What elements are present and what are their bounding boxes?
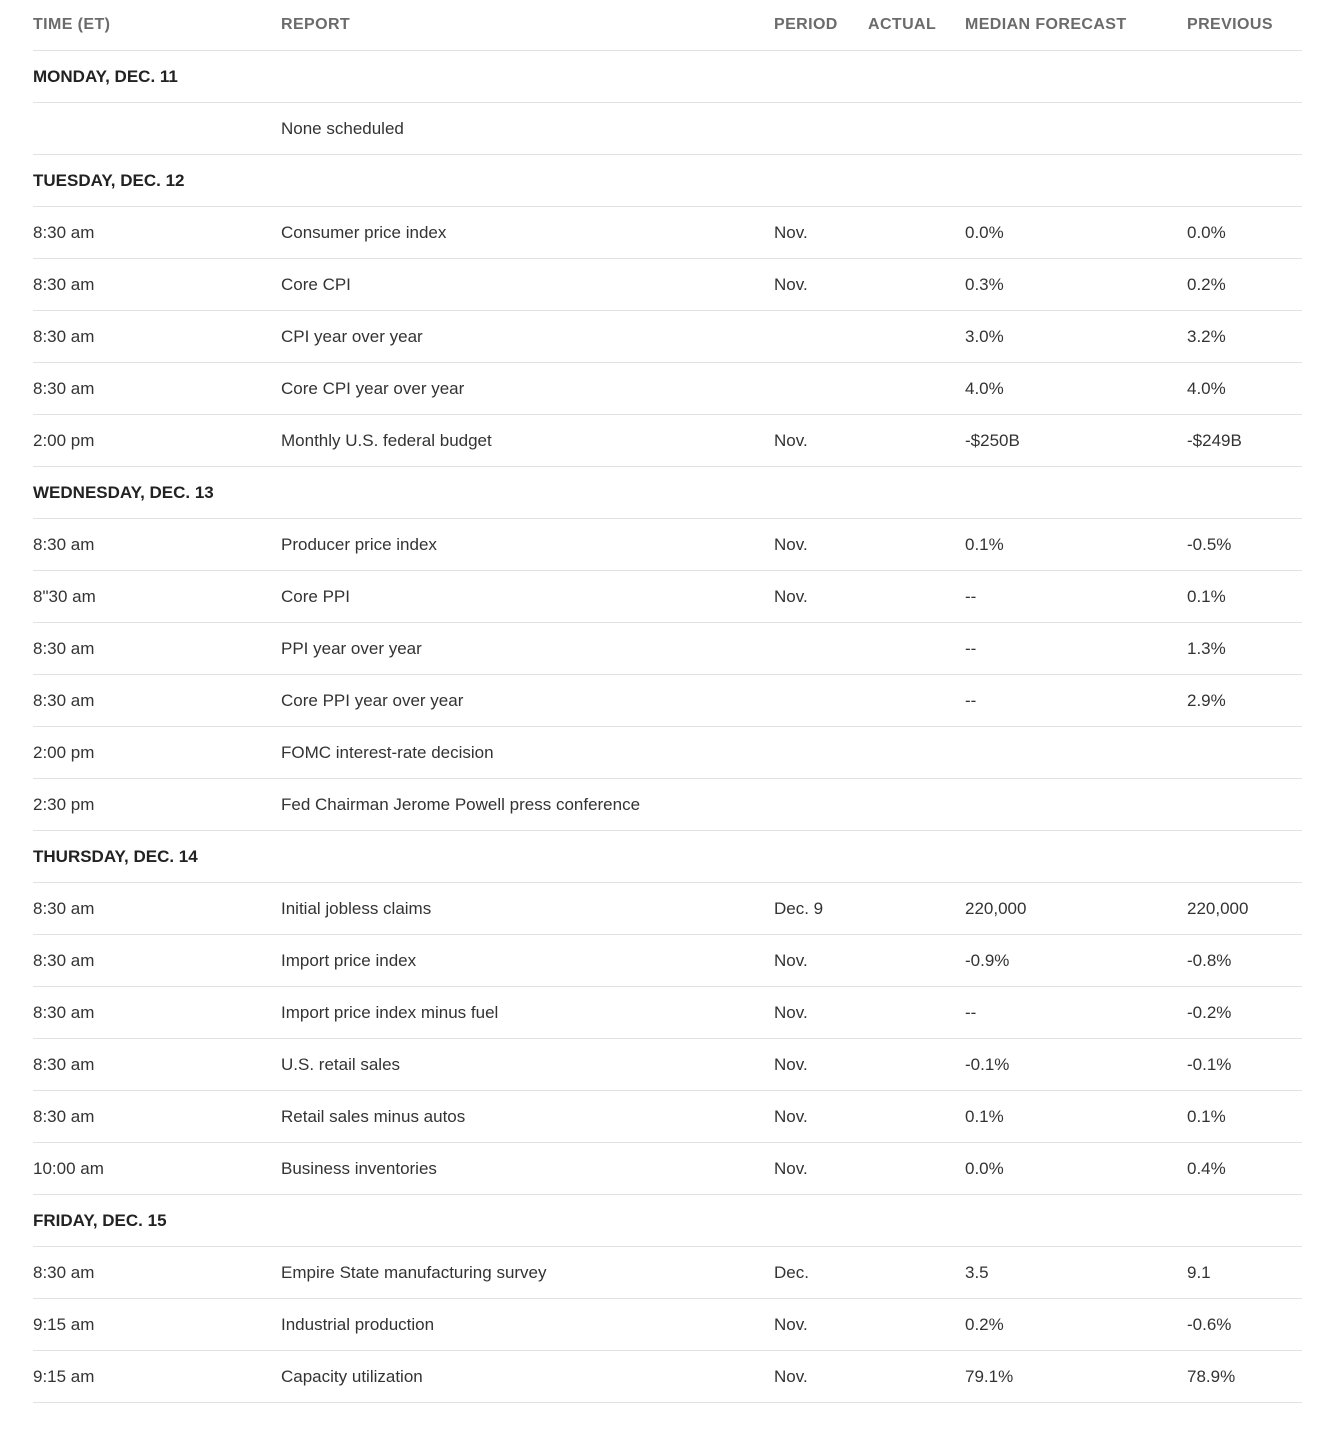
- report-cell: Retail sales minus autos: [281, 1091, 774, 1143]
- previous-cell: 0.4%: [1187, 1143, 1302, 1195]
- table-row: [33, 259, 1302, 311]
- report-cell: Core PPI: [281, 571, 774, 623]
- table-row: [33, 883, 1302, 935]
- time-cell: 8:30 am: [33, 311, 281, 363]
- actual-cell: [868, 727, 965, 779]
- table-row: [33, 1351, 1302, 1403]
- table-row: [33, 1299, 1302, 1351]
- median-forecast-cell: [965, 103, 1187, 155]
- table-row: [33, 675, 1302, 727]
- previous-cell: 0.1%: [1187, 1091, 1302, 1143]
- previous-cell: 0.0%: [1187, 207, 1302, 259]
- period-cell: Nov.: [774, 1039, 868, 1091]
- column-header-time: TIME (ET): [33, 0, 281, 51]
- period-cell: [774, 363, 868, 415]
- median-forecast-cell: [965, 779, 1187, 831]
- table-row: [33, 1039, 1302, 1091]
- actual-cell: [868, 1351, 965, 1403]
- report-cell: Producer price index: [281, 519, 774, 571]
- table-row: [33, 623, 1302, 675]
- actual-cell: [868, 103, 965, 155]
- actual-cell: [868, 935, 965, 987]
- actual-cell: [868, 571, 965, 623]
- previous-cell: -0.2%: [1187, 987, 1302, 1039]
- day-label: WEDNESDAY, DEC. 13: [33, 467, 1302, 519]
- period-cell: Nov.: [774, 571, 868, 623]
- actual-cell: [868, 1299, 965, 1351]
- time-cell: 2:00 pm: [33, 415, 281, 467]
- median-forecast-cell: [965, 727, 1187, 779]
- period-cell: Nov.: [774, 519, 868, 571]
- period-cell: [774, 311, 868, 363]
- report-cell: Monthly U.S. federal budget: [281, 415, 774, 467]
- report-cell: Import price index minus fuel: [281, 987, 774, 1039]
- median-forecast-cell: 0.0%: [965, 207, 1187, 259]
- median-forecast-cell: 0.2%: [965, 1299, 1187, 1351]
- period-cell: [774, 779, 868, 831]
- median-forecast-cell: 0.3%: [965, 259, 1187, 311]
- period-cell: Nov.: [774, 1143, 868, 1195]
- time-cell: 8:30 am: [33, 207, 281, 259]
- column-header-report: REPORT: [281, 0, 774, 51]
- table-row: [33, 415, 1302, 467]
- period-cell: Dec. 9: [774, 883, 868, 935]
- table-row: [33, 987, 1302, 1039]
- header-row: [33, 0, 1302, 51]
- table-row: [33, 935, 1302, 987]
- previous-cell: 220,000: [1187, 883, 1302, 935]
- table-row: [33, 571, 1302, 623]
- median-forecast-cell: --: [965, 987, 1187, 1039]
- actual-cell: [868, 207, 965, 259]
- table-row: [33, 363, 1302, 415]
- median-forecast-cell: -$250B: [965, 415, 1187, 467]
- time-cell: 8:30 am: [33, 987, 281, 1039]
- period-cell: [774, 727, 868, 779]
- period-cell: Nov.: [774, 207, 868, 259]
- time-cell: 10:00 am: [33, 1143, 281, 1195]
- report-cell: Capacity utilization: [281, 1351, 774, 1403]
- median-forecast-cell: 3.0%: [965, 311, 1187, 363]
- actual-cell: [868, 883, 965, 935]
- period-cell: Nov.: [774, 935, 868, 987]
- period-cell: [774, 623, 868, 675]
- day-header-row: [33, 831, 1302, 883]
- period-cell: Nov.: [774, 1091, 868, 1143]
- report-cell: Consumer price index: [281, 207, 774, 259]
- report-cell: None scheduled: [281, 103, 774, 155]
- table-header: [33, 0, 1302, 51]
- period-cell: Nov.: [774, 415, 868, 467]
- column-header-previous: PREVIOUS: [1187, 0, 1302, 51]
- previous-cell: 0.2%: [1187, 259, 1302, 311]
- median-forecast-cell: 0.0%: [965, 1143, 1187, 1195]
- actual-cell: [868, 415, 965, 467]
- previous-cell: 3.2%: [1187, 311, 1302, 363]
- time-cell: 8:30 am: [33, 259, 281, 311]
- day-header-row: [33, 155, 1302, 207]
- median-forecast-cell: --: [965, 623, 1187, 675]
- actual-cell: [868, 259, 965, 311]
- period-cell: Nov.: [774, 259, 868, 311]
- column-header-period: PERIOD: [774, 0, 868, 51]
- table-row: [33, 1143, 1302, 1195]
- table-row: [33, 519, 1302, 571]
- previous-cell: 78.9%: [1187, 1351, 1302, 1403]
- time-cell: 8:30 am: [33, 675, 281, 727]
- table-row: [33, 779, 1302, 831]
- day-label: MONDAY, DEC. 11: [33, 51, 1302, 103]
- median-forecast-cell: 220,000: [965, 883, 1187, 935]
- table-body: [33, 51, 1302, 1403]
- report-cell: PPI year over year: [281, 623, 774, 675]
- report-cell: Industrial production: [281, 1299, 774, 1351]
- median-forecast-cell: 0.1%: [965, 519, 1187, 571]
- previous-cell: -0.8%: [1187, 935, 1302, 987]
- period-cell: Nov.: [774, 987, 868, 1039]
- actual-cell: [868, 1039, 965, 1091]
- previous-cell: -$249B: [1187, 415, 1302, 467]
- actual-cell: [868, 311, 965, 363]
- time-cell: 8:30 am: [33, 363, 281, 415]
- column-header-median-forecast: MEDIAN FORECAST: [965, 0, 1187, 51]
- column-header-actual: ACTUAL: [868, 0, 965, 51]
- actual-cell: [868, 675, 965, 727]
- time-cell: 9:15 am: [33, 1351, 281, 1403]
- day-header-row: [33, 51, 1302, 103]
- previous-cell: 0.1%: [1187, 571, 1302, 623]
- actual-cell: [868, 1247, 965, 1299]
- median-forecast-cell: -0.9%: [965, 935, 1187, 987]
- time-cell: 2:00 pm: [33, 727, 281, 779]
- time-cell: 9:15 am: [33, 1299, 281, 1351]
- actual-cell: [868, 987, 965, 1039]
- report-cell: Core CPI: [281, 259, 774, 311]
- period-cell: Nov.: [774, 1299, 868, 1351]
- previous-cell: 1.3%: [1187, 623, 1302, 675]
- time-cell: 8:30 am: [33, 1247, 281, 1299]
- previous-cell: [1187, 727, 1302, 779]
- report-cell: Core PPI year over year: [281, 675, 774, 727]
- report-cell: Business inventories: [281, 1143, 774, 1195]
- period-cell: Nov.: [774, 1351, 868, 1403]
- table-row: [33, 1247, 1302, 1299]
- time-cell: [33, 103, 281, 155]
- report-cell: Core CPI year over year: [281, 363, 774, 415]
- time-cell: 8:30 am: [33, 1091, 281, 1143]
- time-cell: 8:30 am: [33, 883, 281, 935]
- time-cell: 8:30 am: [33, 1039, 281, 1091]
- day-header-row: [33, 1195, 1302, 1247]
- median-forecast-cell: 0.1%: [965, 1091, 1187, 1143]
- actual-cell: [868, 623, 965, 675]
- previous-cell: [1187, 103, 1302, 155]
- report-cell: Import price index: [281, 935, 774, 987]
- actual-cell: [868, 363, 965, 415]
- period-cell: Dec.: [774, 1247, 868, 1299]
- previous-cell: 4.0%: [1187, 363, 1302, 415]
- actual-cell: [868, 779, 965, 831]
- previous-cell: 9.1: [1187, 1247, 1302, 1299]
- report-cell: Fed Chairman Jerome Powell press conference: [281, 779, 774, 831]
- report-cell: U.S. retail sales: [281, 1039, 774, 1091]
- actual-cell: [868, 519, 965, 571]
- report-cell: Initial jobless claims: [281, 883, 774, 935]
- day-header-row: [33, 467, 1302, 519]
- period-cell: [774, 675, 868, 727]
- time-cell: 2:30 pm: [33, 779, 281, 831]
- day-label: THURSDAY, DEC. 14: [33, 831, 1302, 883]
- table-row: [33, 311, 1302, 363]
- period-cell: [774, 103, 868, 155]
- economic-calendar: [33, 0, 1302, 1403]
- report-cell: FOMC interest-rate decision: [281, 727, 774, 779]
- report-cell: CPI year over year: [281, 311, 774, 363]
- time-cell: 8:30 am: [33, 519, 281, 571]
- table-row: [33, 727, 1302, 779]
- previous-cell: -0.5%: [1187, 519, 1302, 571]
- previous-cell: [1187, 779, 1302, 831]
- median-forecast-cell: 3.5: [965, 1247, 1187, 1299]
- previous-cell: -0.6%: [1187, 1299, 1302, 1351]
- median-forecast-cell: -0.1%: [965, 1039, 1187, 1091]
- median-forecast-cell: 79.1%: [965, 1351, 1187, 1403]
- actual-cell: [868, 1091, 965, 1143]
- median-forecast-cell: 4.0%: [965, 363, 1187, 415]
- table-row: [33, 1091, 1302, 1143]
- time-cell: 8:30 am: [33, 623, 281, 675]
- time-cell: 8:30 am: [33, 935, 281, 987]
- report-cell: Empire State manufacturing survey: [281, 1247, 774, 1299]
- actual-cell: [868, 1143, 965, 1195]
- table-row: [33, 103, 1302, 155]
- table-row: [33, 207, 1302, 259]
- time-cell: 8"30 am: [33, 571, 281, 623]
- median-forecast-cell: --: [965, 675, 1187, 727]
- day-label: TUESDAY, DEC. 12: [33, 155, 1302, 207]
- previous-cell: 2.9%: [1187, 675, 1302, 727]
- previous-cell: -0.1%: [1187, 1039, 1302, 1091]
- median-forecast-cell: --: [965, 571, 1187, 623]
- day-label: FRIDAY, DEC. 15: [33, 1195, 1302, 1247]
- economic-calendar-table: [33, 0, 1302, 1403]
